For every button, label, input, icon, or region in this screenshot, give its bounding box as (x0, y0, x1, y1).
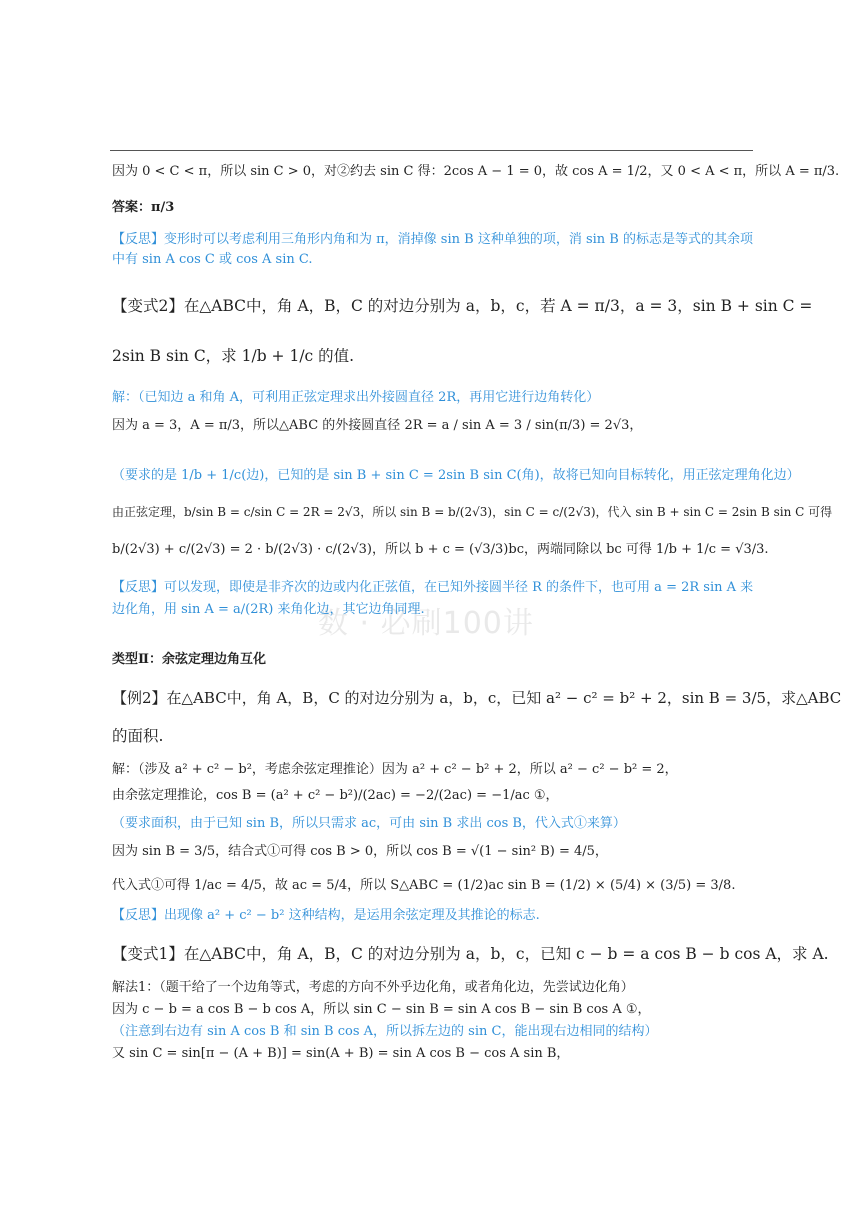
text-line: 因为 0 < C < π，所以 sin C > 0，对②约去 sin C 得：2cos A − 1 = 0，故 cos A = 1/2，又 0 < A < π，所以 A = π/3. (112, 164, 840, 179)
text-line: 由余弦定理推论，cos B = (a² + c² − b²)/(2ac) = −2/(2ac) = −1/ac ①， (112, 788, 559, 803)
reflection-line: 【反思】可以发现，即使是非齐次的边或内化正弦值，在已知外接圆半径 R 的条件下，也可用 a = 2R sin A 来 (112, 580, 754, 595)
reflection-line: 【反思】变形时可以考虑利用三角形内角和为 π，消掉像 sin B 这种单独的项，消 sin B 的标志是等式的其余项 (112, 232, 753, 247)
hint-line: （注意到右边有 sin A cos B 和 sin B cos A，所以拆左边的 sin C，能出现右边相同的结构） (112, 1024, 658, 1039)
example-text: 的面积. (112, 727, 164, 745)
reflection-line: 边化角，用 sin A = a/(2R) 来角化边，其它边角同理. (112, 602, 425, 617)
variant-text: 2sin B sin C，求 1/b + 1/c 的值. (112, 347, 355, 365)
text-line: 由正弦定理，b/sin B = c/sin C = 2R = 2√3，所以 sin B = b/(2√3)，sin C = c/(2√3)，代入 sin B + sin C = 2sin B sin C 可得 (112, 505, 833, 519)
reflection-line: 中有 sin A cos C 或 cos A sin C. (112, 252, 313, 267)
solution-line: 解法1：（题干给了一个边角等式，考虑的方向不外乎边化角，或者角化边，先尝试边化角） (112, 980, 634, 995)
text-line: 因为 c − b = a cos B − b cos A，所以 sin C − sin B = sin A cos B − sin B cos A ①， (112, 1002, 651, 1017)
example-title: 【例2】在△ABC中，角 A，B，C 的对边分别为 a，b，c，已知 a² − c² = b² + 2，sin B = 3/5，求△ABC (112, 689, 842, 707)
variant-title: 【变式2】在△ABC中，角 A，B，C 的对边分别为 a，b，c，若 A = π/3，a = 3，sin B + sin C = (112, 297, 813, 315)
solution-line: 解：（已知边 a 和角 A，可利用正弦定理求出外接圆直径 2R，再用它进行边角转化） (112, 390, 600, 405)
text-line: 因为 a = 3，A = π/3，所以△ABC 的外接圆直径 2R = a / sin A = 3 / sin(π/3) = 2√3， (112, 418, 643, 433)
solution-line: 解：（涉及 a² + c² − b²，考虑余弦定理推论）因为 a² + c² − b² + 2，所以 a² − c² − b² = 2， (112, 762, 678, 777)
answer-line: 答案：π/3 (112, 200, 175, 215)
hint-line: （要求面积，由于已知 sin B，所以只需求 ac，可由 sin B 求出 cos B，代入式①来算） (112, 816, 626, 831)
text-line: 又 sin C = sin[π − (A + B)] = sin(A + B) = sin A cos B − cos A sin B， (112, 1046, 570, 1061)
section-heading: 类型Ⅱ：余弦定理边角互化 (112, 652, 266, 667)
reflection-line: 【反思】出现像 a² + c² − b² 这种结构，是运用余弦定理及其推论的标志. (112, 908, 540, 923)
header-rule (110, 150, 753, 151)
watermark: 数 · 必刷100讲 (318, 606, 534, 641)
variant-title: 【变式1】在△ABC中，角 A，B，C 的对边分别为 a，b，c，已知 c − b = a cos B − b cos A，求 A. (112, 945, 829, 963)
hint-line: （要求的是 1/b + 1/c(边)，已知的是 sin B + sin C = 2sin B sin C(角)，故将已知向目标转化，用正弦定理角化边） (112, 468, 800, 483)
text-line: b/(2√3) + c/(2√3) = 2 · b/(2√3) · c/(2√3)，所以 b + c = (√3/3)bc，两端同除以 bc 可得 1/b + 1/c = √3/3. (112, 542, 769, 557)
text-line: 代入式①可得 1/ac = 4/5，故 ac = 5/4，所以 S△ABC = (1/2)ac sin B = (1/2) × (5/4) × (3/5) = 3/8. (112, 878, 736, 893)
text-line: 因为 sin B = 3/5，结合式①可得 cos B > 0，所以 cos B = √(1 − sin² B) = 4/5， (112, 844, 608, 859)
